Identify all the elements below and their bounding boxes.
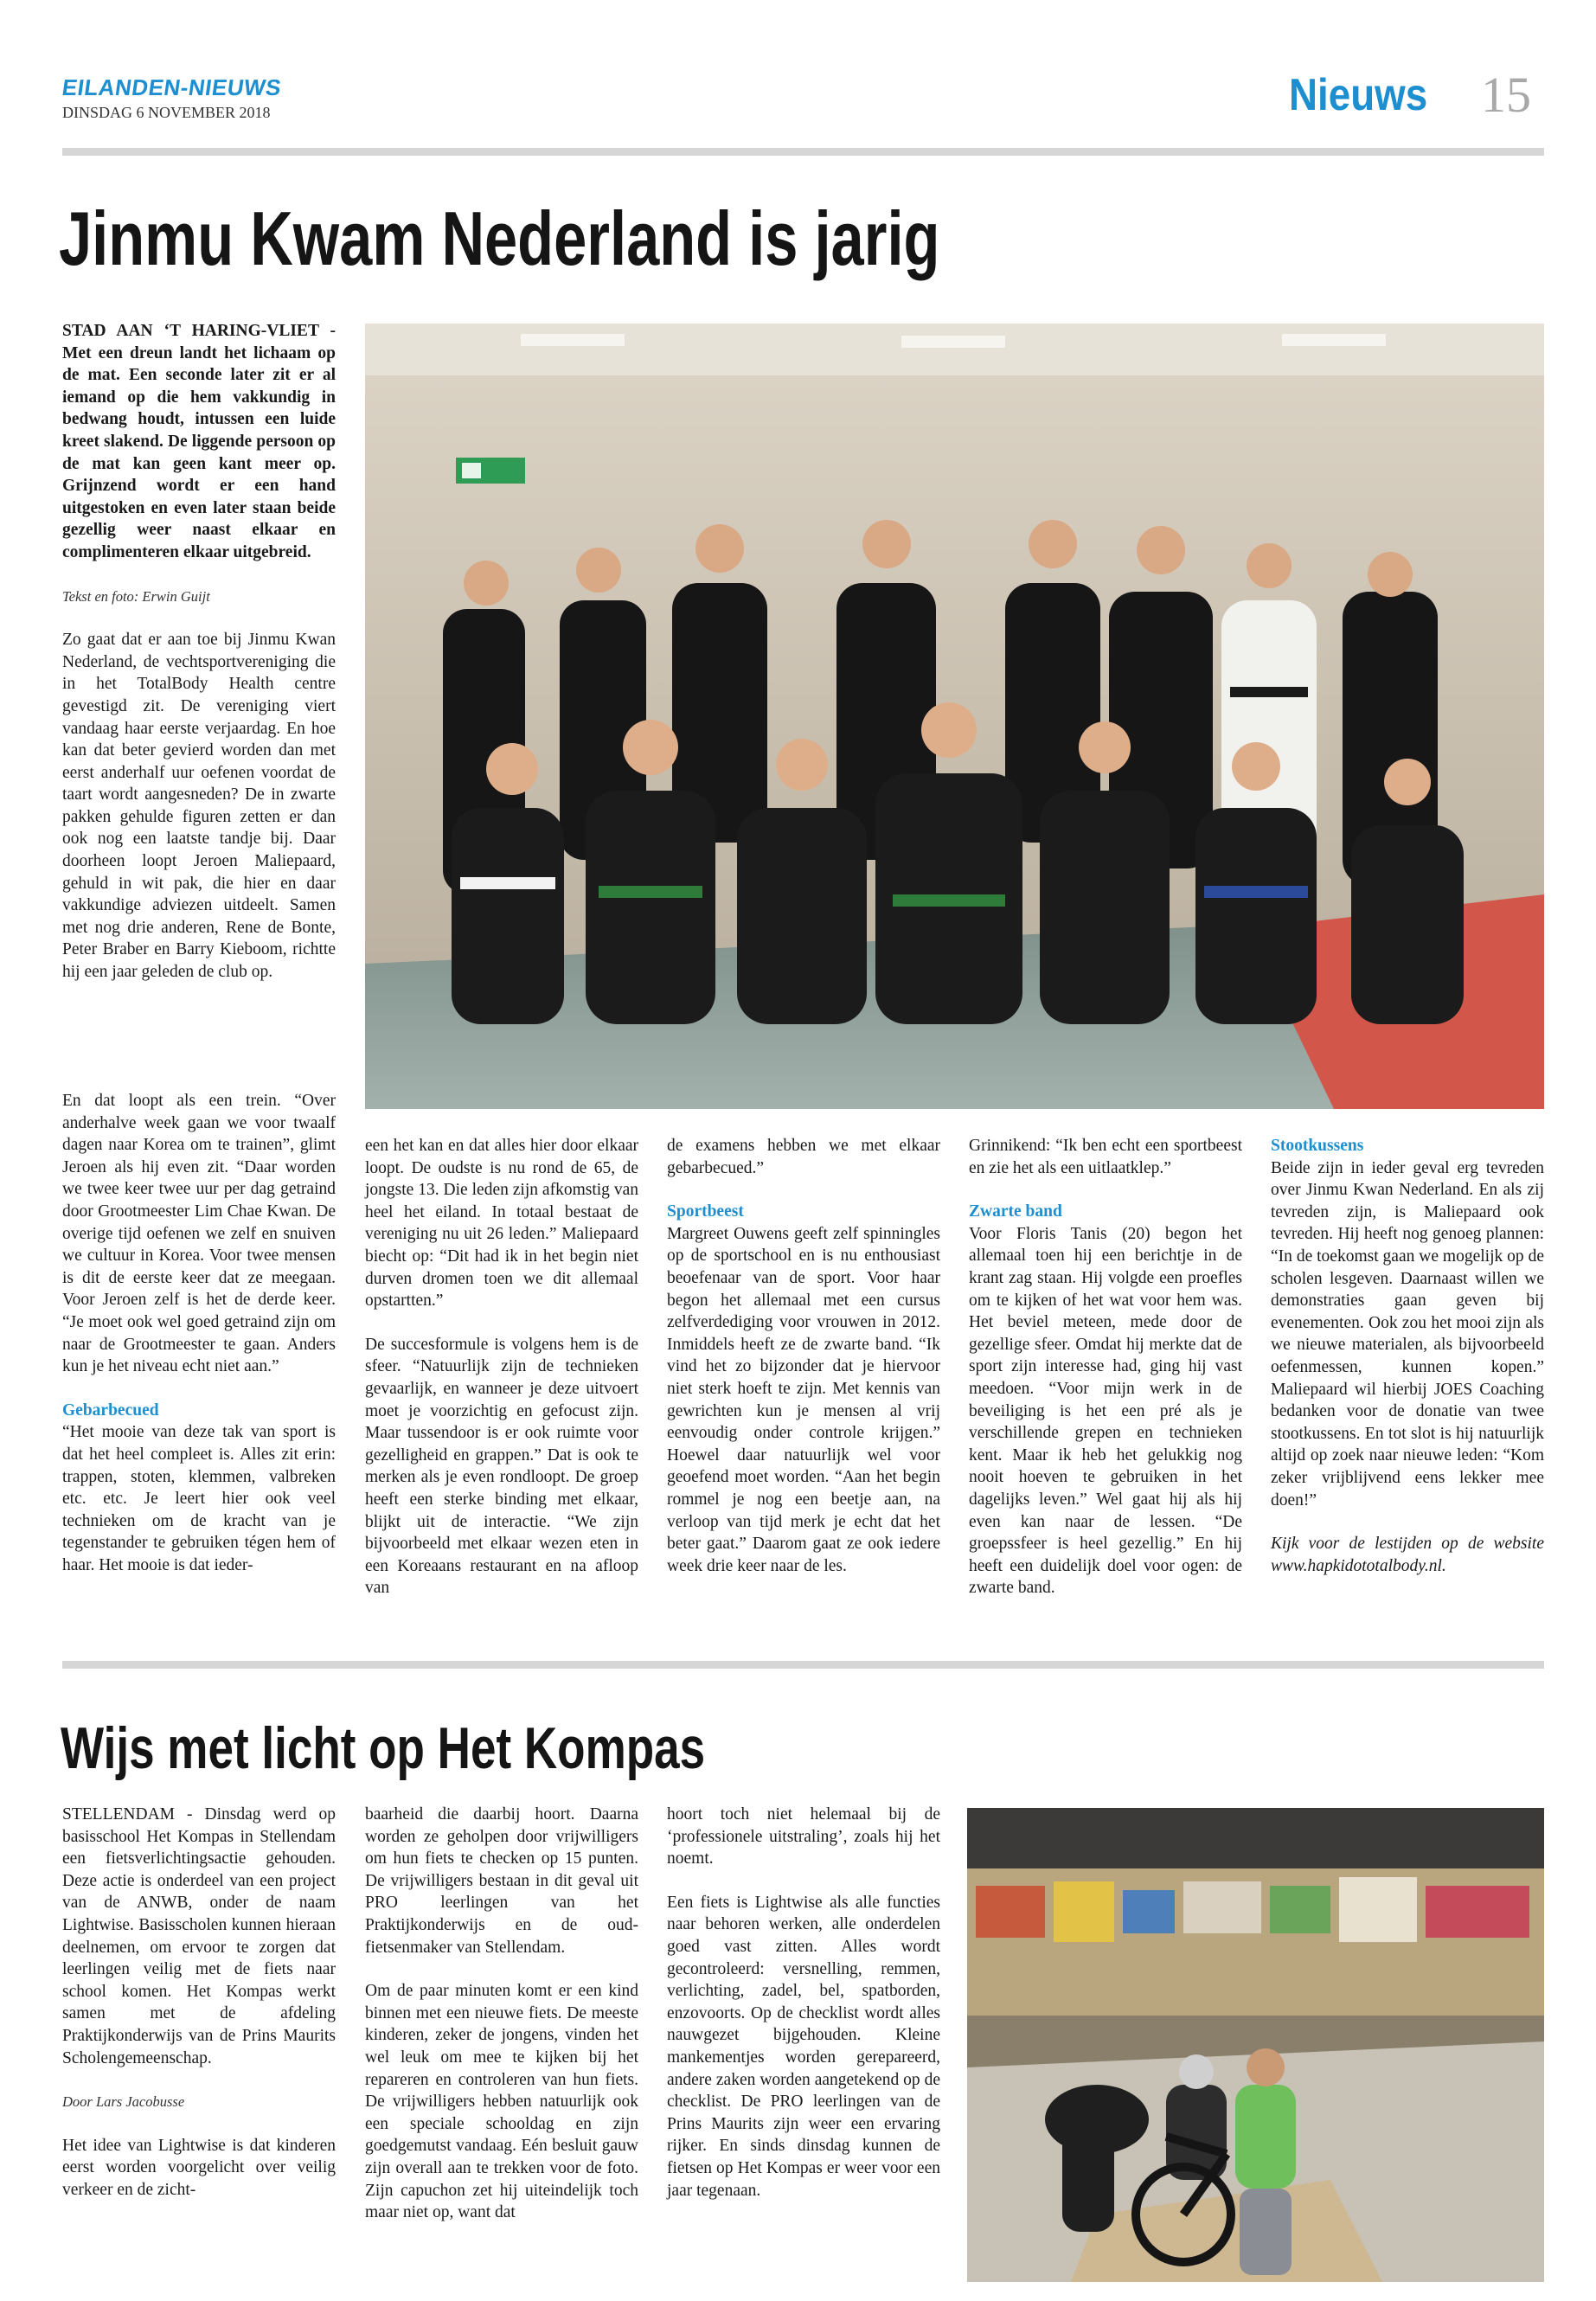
article2-paragraph: Om de paar minuten komt er een kind binnen met een nieuwe fiets. De meeste kinderen, zeker de jongens, vinden het wel leuk om mee te kijken bij het repareren en controleren van hun fiets. De vrijwilligers hebben natuurlijk ook een speciale schooldag en zijn goedgemutst vandaag. Eén besluit gauw zijn overall aan te trekken voor de foto. Zijn capuchon zet hij uiteindelijk toch maar niet op, want dat: [365, 1982, 638, 2222]
article1-lead: STAD AAN ‘T HARING-VLIET - Met een dreun landt het lichaam op de mat. Een seconde later zit er al iemand op die hem vakkundig in bedwang houdt, intussen een luide kreet slakend. De liggende persoon op de mat kan geen kant meer op. Grijnzend wordt er een hand uitgestoken en even later staan beide gezellig weer naast elkaar en complimenteren elkaar uitgebreid.: [62, 322, 336, 561]
article1-headline: Jinmu Kwam Nederland is jarig: [59, 195, 940, 281]
article1-paragraph: Margreet Ouwens geeft zelf spinningles op de sportschool en is nu enthousiast beoefenaar van de sport. Voor haar begon het allemaal met een cursus zelfverdediging voor vrouwen in 2012. Inmiddels heeft ze de zwarte band. “Ik vind het zo bijzonder dat je hiervoor niet sterk hoeft te zijn. Met kennis van gewrichten kun je mensen al vrij eenvoudig onder controle krijgen.” Hoewel daar natuurlijk wel voor geoefend moet worden. “Aan het begin rommel je nog een beetje aan, na verloop van tijd merk je echt dat het beter gaat.” Daarom gaat ze ook iedere week drie keer naar de les.: [667, 1224, 940, 1575]
article2-byline: Door Lars Jacobusse: [62, 2093, 185, 2111]
article1-paragraph: En dat loopt als een trein. “Over anderhalve week gaan we voor twaalf dagen naar Korea om te trainen”, glimt Jeroen als hij even zit. “Daar worden we twee keer twee uur per dag getraind door Grootmeester Lim Chae Kwan. De overige tijd oefenen we zelf en snuiven we cultuur in Korea. Voor twee mensen is dit de eerste keer dat ze meegaan. Voor Jeroen zelf is het de derde keer. “Je moet ook wel goed getraind zijn om naar de Grootmeester te gaan. Anders kun je het niveau echt niet aan.”: [62, 1092, 336, 1376]
article1-paragraph: Beide zijn in ieder geval erg tevreden over Jinmu Kwan Nederland. En als zij tevreden zijn, is Maliepaard ook tevreden. Hij heeft nog genoeg plannen: “In de toekomst gaan we mogelijk op de scholen lesgeven. Daarnaast willen we demonstraties gaan geven bij evenementen. Ook zou het mooi zijn als we nieuwe materialen, als bijvoorbeeld oefenmessen, kunnen kopen.” Maliepaard wil hierbij JOES Coaching bedanken voor de donatie van twee stootkussens. En tot slot is hij natuurlijk altijd op zoek naar nieuwe leden: “Kom zeker vrijblijvend eens lekker mee doen!”: [1271, 1158, 1544, 1509]
newspaper-logo: EILANDEN-NIEUWS: [60, 74, 284, 100]
article2-paragraph: STELLENDAM - Dinsdag werd op basisschool Het Kompas in Stellendam een fietsverlichtingsactie gehouden. Deze actie is onderdeel van een project van de ANWB, onder de naam Lightwise. Basisscholen kunnen hieraan deelnemen, om ervoor te zorgen dat leerlingen veilig met de fiets naar school komen. Het Kompas werkt samen met de afdeling Praktijkonderwijs van de Prins Maurits Scholengemeenschap.: [62, 1805, 336, 2067]
article2-bicycle-photo: [967, 1808, 1544, 2282]
subhead-sportbeest: Sportbeest: [667, 1202, 744, 1221]
article1-group-photo: [365, 324, 1544, 1109]
page-number: 15: [1481, 67, 1531, 123]
article1-byline: Tekst en foto: Erwin Guijt: [62, 587, 210, 605]
article1-intro-column: [62, 320, 336, 984]
article1-paragraph: Zo gaat dat er aan toe bij Jinmu Kwan Nederland, de vechtsportvereniging die in het TotalBody Health centre gevestigd zit. De vereniging viert vandaag haar eerste verjaardag. En hoe kan dat beter gevierd worden dan met eerst anderhalf uur oefenen voordat de taart wordt aangesneden? De in zwarte pakken gehulde figuren zetten er dan ook nog een laatste tandje bij. Daar doorheen loopt Jeroen Maliepaard, gehuld in wit pak, die hier en daar vakkundige adviezen uitdeelt. Samen met nog drie anderen, Rene de Bonte, Peter Braber en Barry Kieboom, richtte hij een jaar geleden de club op.: [62, 631, 336, 982]
article2-paragraph: Een fiets is Lightwise als alle functies naar behoren werken, alle onderdelen goed vast zitten. Alles wordt gecontroleerd: versnelling, remmen, verlichting, zadel, bel, spatborden, enzovoorts. Op de checklist wordt alles nauwgezet bijgehouden. Kleine mankementjes worden gerepareerd, andere zaken worden aangetekend op de checklist. De PRO leerlingen van de Prins Maurits zijn weer een ervaring rijker. En sinds dinsdag kunnen de fietsen op Het Kompas er weer voor een jaar tegenaan.: [667, 1893, 940, 2200]
article2-column-3: [667, 1804, 940, 2202]
article1-column-1: [62, 1090, 336, 1576]
article1-column-3: [667, 1135, 940, 1577]
martial-arts-group-photo: [365, 324, 1544, 1109]
bicycle-repair-photo: [967, 1808, 1544, 2282]
article2-paragraph: hoort toch niet helemaal bij de ‘professionele uitstraling’, zoals hij het noemt.: [667, 1805, 940, 1868]
article2-column-1: [62, 1804, 336, 2202]
top-rule: [62, 148, 1544, 156]
article1-paragraph: De succesformule is volgens hem is de sfeer. “Natuurlijk zijn de technieken gevaarlijk, en wanneer je deze uitvoert moet je voorzichtig en gefocust zijn. Maar tussendoor is er ook ruimte voor gezelligheid en grappen.” Dat is ook te merken als je even rondloopt. De groep heeft een sterke binding met elkaar, blijkt uit de interactie. “We zijn bijvoorbeeld met elkaar wezen eten in een Koreaans restaurant en na afloop van: [365, 1335, 638, 1598]
article1-website-note: Kijk voor de lestijden op de website www.hapkidototalbody.nl.: [1271, 1535, 1544, 1575]
article1-paragraph: een het kan en dat alles hier door elkaar loopt. De oudste is nu rond de 65, de jongste 13. Die leden zijn afkomstig van heel het eiland. In totaal bestaat de vereniging nu uit 26 leden.” Maliepaard biecht op: “Dit had ik in het begin niet durven dromen toen we dit allemaal opstartten.”: [365, 1137, 638, 1311]
article2-headline: Wijs met licht op Het Kompas: [61, 1715, 706, 1781]
article1-paragraph: de examens hebben we met elkaar gebarbecued.”: [667, 1137, 940, 1177]
subhead-stootkussens: Stootkussens: [1271, 1137, 1364, 1155]
article2-column-2: [365, 1804, 638, 2224]
issue-date: DINSDAG 6 NOVEMBER 2018: [62, 104, 271, 121]
article1-paragraph: Grinnikend: “Ik ben echt een sportbeest en zie het als een uitlaatklep.”: [969, 1137, 1242, 1177]
section-label: Nieuws: [1289, 70, 1428, 120]
article1-column-5: [1271, 1135, 1544, 1577]
subhead-zwarte-band: Zwarte band: [969, 1202, 1062, 1221]
article2-paragraph: baarheid die daarbij hoort. Daarna worden ze geholpen door vrijwilligers om hun fiets te checken op 15 punten. De vrijwilligers bestaan in dit geval uit PRO leerlingen van het Praktijkonderwijs en de oud-fietsenmaker van Stellendam.: [365, 1805, 638, 1957]
subhead-gebarbecued: Gebarbecued: [62, 1400, 159, 1420]
article1-column-4: [969, 1135, 1242, 1599]
article-divider-rule: [62, 1661, 1544, 1669]
article1-paragraph: “Het mooie van deze tak van sport is dat het heel compleet is. Alles zit erin: trappen, stoten, klemmen, valbreken etc. etc. Je leert hier ook veel technieken om de kracht van je tegenstander te gebruiken tégen hem of haar. Het mooie is dat ieder-: [62, 1423, 336, 1574]
article2-paragraph: Het idee van Lightwise is dat kinderen eerst worden voorgelicht over veilig verkeer en de zicht-: [62, 2136, 336, 2199]
article1-paragraph: Voor Floris Tanis (20) begon het allemaal toen hij een berichtje in de krant zag staan. Hij volgde een proefles om te kijken of het wat voor hem was. Het beviel meteen, mede door de gezellige sfeer. Omdat hij merkte dat de sport zijn interesse had, ging hij vast meedoen. “Voor mijn werk in de beveiliging is het een pré als je verschillende grepen en technieken kent. Maar ik heb het gelukkig nog nooit hoeven te gebruiken in het dagelijks leven.” Wel gaat hij als hij even kan naar de lessen. “De groepssfeer is heel gezellig.” En hij heeft een duidelijk doel voor ogen: de zwarte band.: [969, 1224, 1242, 1598]
article1-column-2: [365, 1135, 638, 1599]
